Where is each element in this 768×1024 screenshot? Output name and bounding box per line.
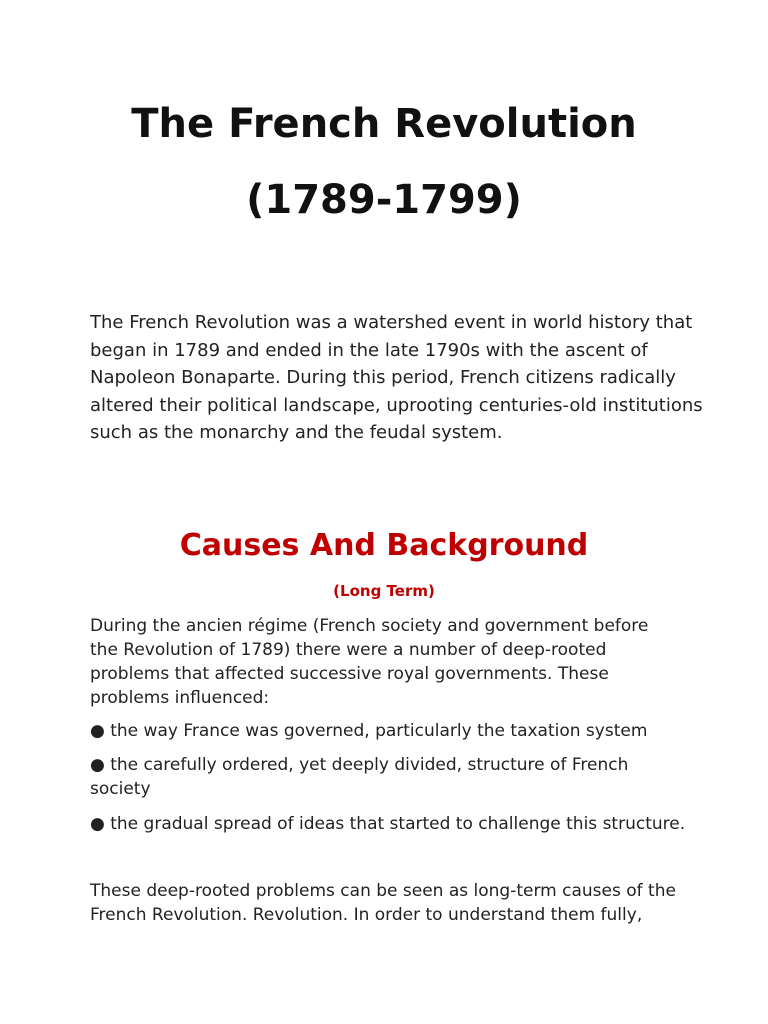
bullet-item: ● the way France was governed, particularly the taxation system (90, 721, 648, 741)
page-title-line-1: The French Revolution (131, 101, 637, 147)
section-subheading: (Long Term) (333, 582, 435, 600)
intro-paragraph: The French Revolution was a watershed event in world history that began in 1789 and ended in the late 1790s with the ascent of Napoleon Bonaparte. During this period, French citizens radically altered their political landscape, uprooting centuries-old institutions such as the monarchy and the feudal system. (90, 312, 703, 443)
bullet-item: ● the carefully ordered, yet deeply divided, structure of French society (90, 755, 629, 799)
body-paragraph: During the ancien régime (French society and government before the Revolution of 1789) there were a number of deep-rooted problems that affected successive royal governments. These problems influenced: (90, 616, 649, 708)
bullet-item: ● the gradual spread of ideas that started to challenge this structure. (90, 814, 686, 834)
section-heading: Causes And Background (179, 528, 589, 563)
body-paragraph: These deep-rooted problems can be seen as long-term causes of the French Revolution. Revolution. In order to understand them fully, (90, 881, 676, 925)
page-title-line-2: (1789-1799) (246, 177, 522, 223)
